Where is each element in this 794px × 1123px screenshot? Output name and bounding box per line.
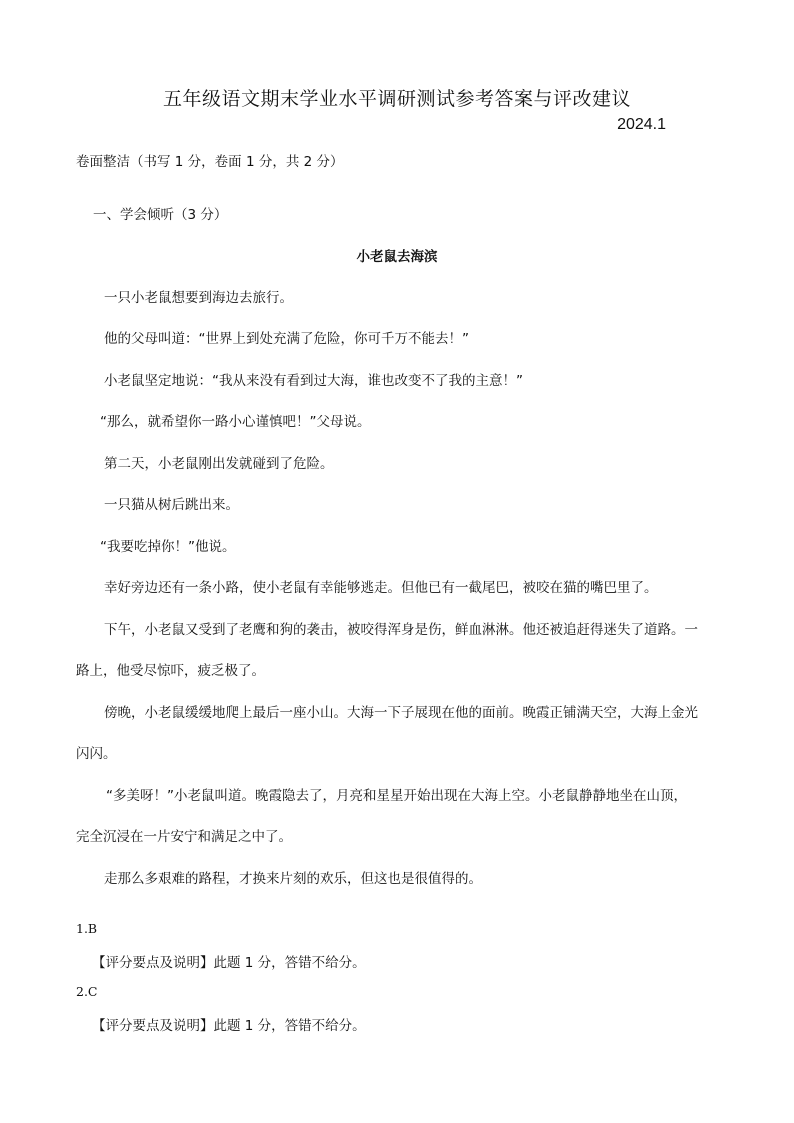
story-paragraph-continued: 路上，他受尽惊吓，疲乏极了。 [76,663,265,679]
story-paragraph: 他的父母叫道：“世界上到处充满了危险，你可千万不能去！” [104,331,469,347]
scoring-note: 【评分要点及说明】此题 1 分，答错不给分。 [92,1018,366,1034]
document-title: 五年级语文期末学业水平调研测试参考答案与评改建议 [162,88,631,110]
story-paragraph: 第二天，小老鼠刚出发就碰到了危险。 [104,456,334,472]
answer-label: 2.C [76,984,98,999]
section-heading: 一、学会倾听（3 分） [93,207,228,223]
story-paragraph: 幸好旁边还有一条小路，使小老鼠有幸能够逃走。但他已有一截尾巴，被咬在猫的嘴巴里了。 [104,580,658,596]
story-paragraph: “多美呀！”小老鼠叫道。晚霞隐去了，月亮和星星开始出现在大海上空。小老鼠静静地坐在山顶， [106,788,687,804]
story-title: 小老鼠去海滨 [356,249,438,265]
story-paragraph: 傍晚，小老鼠缓缓地爬上最后一座小山。大海一下子展现在他的面前。晚霞正铺满天空，大海上金光 [104,705,698,721]
story-paragraph: 走那么多艰难的路程，才换来片刻的欢乐，但这也是很值得的。 [104,871,482,887]
neatness-score: 卷面整洁（书写 1 分，卷面 1 分，共 2 分） [76,154,344,170]
story-paragraph: “我要吃掉你！”他说。 [100,539,236,555]
story-paragraph: 小老鼠坚定地说：“我从来没有看到过大海，谁也改变不了我的主意！” [104,373,523,389]
story-paragraph: 下午，小老鼠又受到了老鹰和狗的袭击，被咬得浑身是伤，鲜血淋淋。他还被追赶得迷失了道路。一 [104,622,698,638]
story-paragraph: 一只小老鼠想要到海边去旅行。 [104,290,293,306]
scoring-note: 【评分要点及说明】此题 1 分，答错不给分。 [92,955,366,971]
answer-label: 1.B [76,921,98,936]
story-paragraph: 一只猫从树后跳出来。 [104,497,239,513]
story-paragraph-continued: 完全沉浸在一片安宁和满足之中了。 [76,829,292,845]
story-paragraph-continued: 闪闪。 [76,746,117,762]
document-date: 2024.1 [617,116,666,133]
story-paragraph: “那么，就希望你一路小心谨慎吧！”父母说。 [100,414,371,430]
